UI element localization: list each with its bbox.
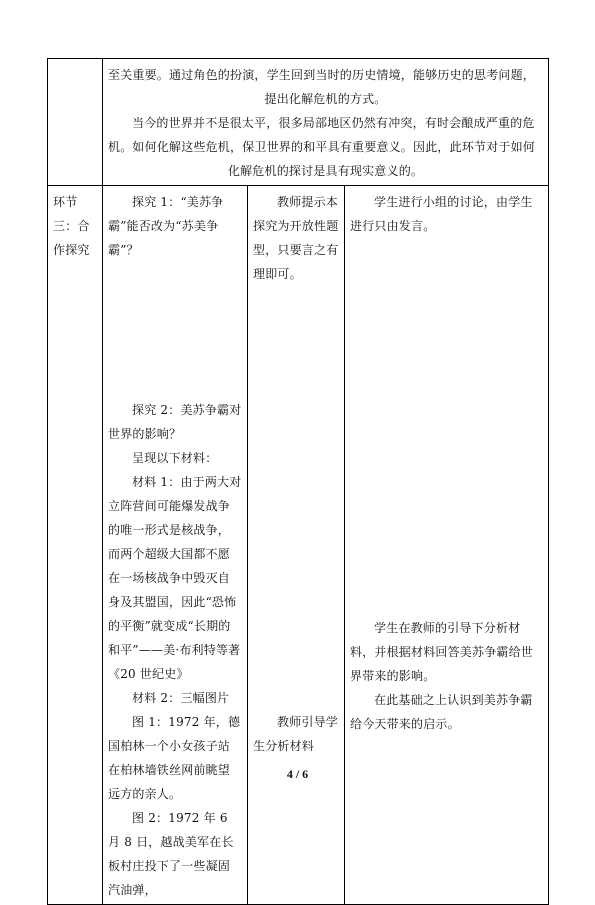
content-cell xyxy=(103,186,248,905)
text-line: 当今的世界并不是很太平，很多局部地区仍然有冲突，有时会酿成严重的危 xyxy=(132,116,535,130)
student-activity-cell xyxy=(345,186,549,905)
text-line: 化解危机的探讨是具有现实意义的。 xyxy=(227,164,424,178)
inquiry-1: 探究 1：“美苏争霸”能否改为“苏美争霸”？ xyxy=(108,195,224,257)
inquiry-2: 探究 2：美苏争霸对世界的影响？ xyxy=(108,403,242,441)
material-1: 材料 1：由于两大对立阵营间可能爆发战争的唯一形式是核战争，而两个超级大国都不愿在一场核战争中毁灭自身及其盟国，因此“恐怖的平衡”就变成“长期的和平”——美·布利特等著《20 世纪史》 xyxy=(108,475,242,681)
table-row xyxy=(48,186,549,905)
material-2: 材料 2：三幅图片 xyxy=(132,691,230,705)
picture-2: 图 2：1972 年 6 月 8 日，越战美军在长板村庄投下了一些凝固汽油弹， xyxy=(108,811,234,897)
section-label-cell xyxy=(48,186,103,905)
page-number: 4 / 6 xyxy=(286,767,309,781)
text-line: 至关重要。通过角色的扮演，学生回到当时的历史情境，能够历史的思考问题， xyxy=(108,68,536,82)
present-materials: 呈现以下材料： xyxy=(132,451,218,465)
table-row xyxy=(48,59,549,186)
empty-cell xyxy=(48,59,103,186)
text-line: 提出化解危机的方式。 xyxy=(264,92,387,106)
student-note-3: 在此基础之上认识到美苏争霸给今天带来的启示。 xyxy=(350,693,533,731)
teacher-note-2: 教师引导学生分析材料 xyxy=(253,715,339,753)
design-intent-cell xyxy=(103,59,549,186)
section-label: 环节三：合作探究 xyxy=(53,195,90,257)
text-line: 机。如何化解这些危机，保卫世界的和平具有重要意义。因此，此环节对于如何 xyxy=(108,140,536,154)
teacher-note-1: 教师提示本探究为开放性题型，只要言之有理即可。 xyxy=(253,195,339,281)
student-note-2: 学生在教师的引导下分析材料，并根据材料回答美苏争霸给世界带来的影响。 xyxy=(350,621,534,683)
picture-1: 图 1：1972 年，德国柏林一个小女孩子站在柏林墙铁丝网前眺望远方的亲人。 xyxy=(108,715,241,801)
teacher-activity-cell xyxy=(248,186,345,905)
student-note-1: 学生进行小组的讨论，由学生进行只由发言。 xyxy=(350,195,533,233)
